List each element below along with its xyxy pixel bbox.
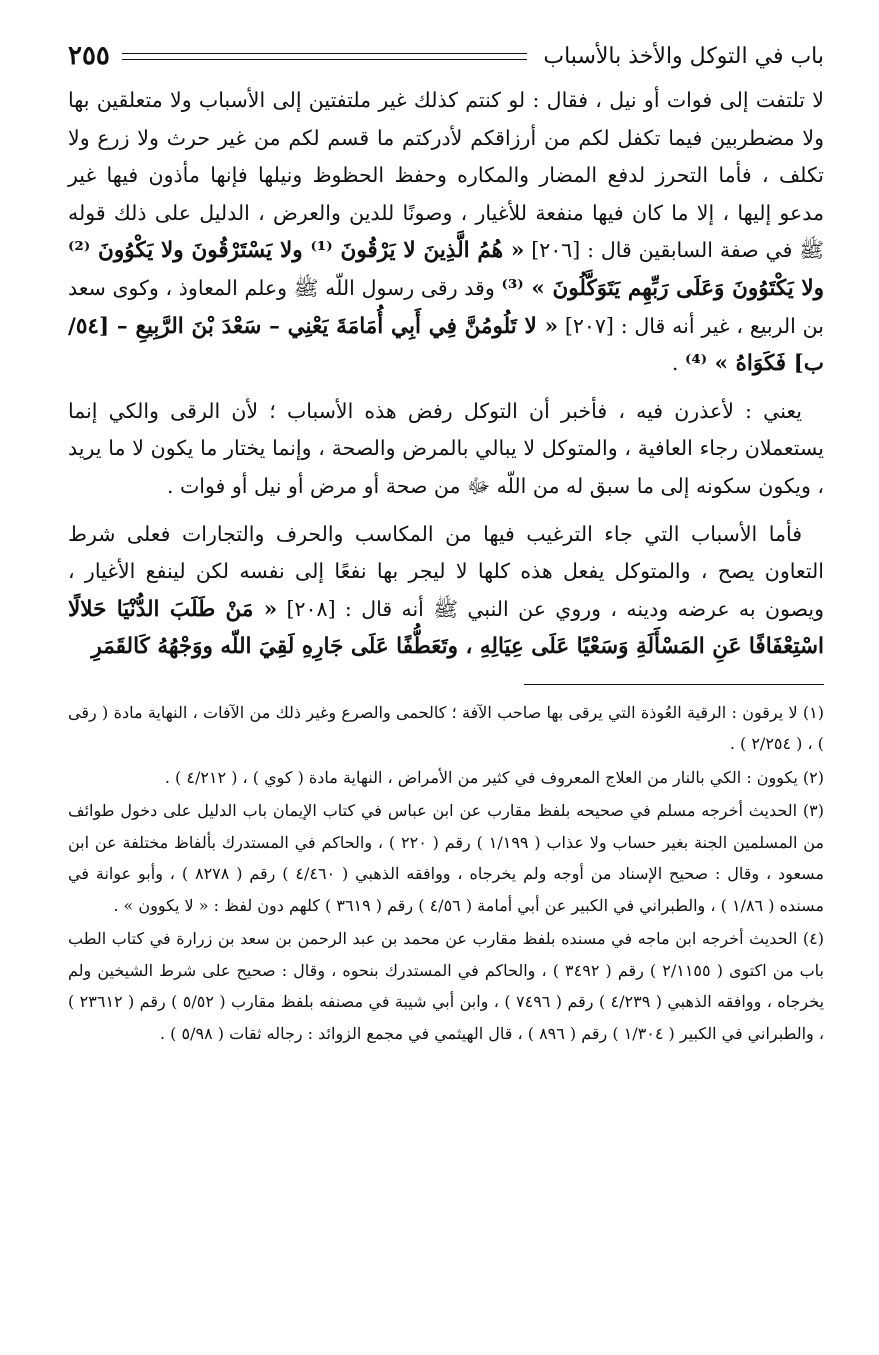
footnote-4: (٤) الحديث أخرجه ابن ماجه في مسنده بلفظ مقارب عن محمد بن عبد الرحمن بن سعد بن زرارة في كتاب الطب باب من اكتوى ( ٢/١١٥٥ ) رقم ( ٣٤٩٢ ) ، والحاكم في المستدرك بنحوه ، وقال : صحيح على شرط الشيخين ولم يخرجاه ، ووافقه الذهبي ( ٤/٢٣٩ ) رقم ( ٧٤٩٦ ) ، وابن أبي شيبة في مصنفه بلفظ مقارب ( ٥/٥٢ ) رقم ( ٢٣٦١٢ ) ، والطبراني في الكبير ( ١/٣٠٤ ) رقم ( ٨٩٦ ) ، قال الهيثمي في مجمع الزوائد : رجاله ثقات ( ٥/٩٨ ) .	[68, 929, 825, 1043]
paragraph-1-text-c: .	[671, 351, 685, 376]
footnotes	[68, 697, 824, 1050]
book-page	[68, 36, 824, 1051]
paragraph-2: يعني : لأعذرن فيه ، فأخبر أن التوكل رفض هذه الأسباب ؛ لأن الرقى والكي إنما يستعملان رجاء العافية ، والمتوكل لا يبالي بالمرض والصحة ، وإنما يختار ما يكون لا ما يريد ، ويكون سكونه إلى ما سبق له من اللّه ﷻ من صحة أو مرض أو نيل أو فوات .	[68, 398, 824, 498]
hadith-206: « هُمُ الَّذِينَ لا يَرْقُونَ ⁽¹⁾ ولا يَسْتَرْقُونَ ولا يَكْوُونَ ⁽²⁾ ولا يَكْتَوُونَ وَعَلَى رَبِّهِم يَتَوَكَّلُونَ » ⁽³⁾	[68, 238, 825, 301]
main-text	[68, 82, 824, 666]
footnote-2: (٢) يكوون : الكي بالنار من العلاج المعروف في كثير من الأمراض ، النهاية مادة ( كوي ) ، ( ٤/٢١٢ ) .	[164, 767, 824, 787]
paragraph-1-text-b: وقد رقى رسول اللّه ﷺ وعلم المعاوذ ، وكوى سعد بن الربيع ، غير أنه قال : [٢٠٧]	[68, 275, 824, 338]
hadith-207: « لا تَلُومُنَّ فِي أَبِي أُمَامَةَ يَعْنِي – سَعْدَ بْنَ الرَّبِيعِ – [٥٤/ب] فَكَوَاهُ » ⁽⁴⁾	[68, 313, 824, 377]
page-number: ٢٥٥	[68, 41, 110, 71]
footnote-3: (٣) الحديث أخرجه مسلم في صحيحه بلفظ مقارب عن ابن عباس في كتاب الإيمان باب الدليل على دخول طوائف من المسلمين الجنة بغير حساب ولا عذاب ( ١/١٩٩ ) رقم ( ٢٢٠ ) ، والحاكم في المستدرك بألفاظ مختلفة عن ابن مسعود ، وقال : صحيح الإسناد من أوجه ولم يخرجاه ، ووافقه الذهبي ( ٤/٤٦٠ ) رقم ( ٨٢٧٨ ) ، وأبو عوانة في مسنده ( ١/٨٦ ) ، والطبراني في الكبير عن أبي أمامة ( ٤/٥٦ ) رقم ( ٣٦١٩ ) كلهم دون لفظ : « لا يكوون » .	[68, 801, 825, 915]
running-header	[68, 36, 824, 76]
hadith-208: « مَنْ طَلَبَ الدُّنْيَا حَلالًا اسْتِعْفَافًا عَنِ المَسْأَلَةِ وَسَعْيًا عَلَى عِيَالِهِ ، وتَعَطُّفًا عَلَى جَارِهِ لَقِيَ اللّه ووَجْهُهُ كَالقَمَرِ	[68, 596, 824, 660]
chapter-title: باب في التوكل والأخذ بالأسباب	[543, 43, 824, 69]
footnote-1: (١) لا يرقون : الرقية العُوذة التي يرقى بها صاحب الآفة ؛ كالحمى والصرع وغير ذلك من الآفات ، النهاية مادة ( رقى ) ، ( ٢/٢٥٤ ) .	[68, 702, 824, 754]
paragraph-1-text-a: لا تلتفت إلى فوات أو نيل ، فقال : لو كنتم كذلك غير ملتفتين إلى الأسباب ولا متعلقين بها ولا مضطربين فيما تكفل لكم من أرزاقكم لأدركتم ما قسم لكم من غير حرث ولا زرع ولا تكلف ، فأما التحرز لدفع المضار والمكاره وحفظ الحظوظ ونيلها فإنها مأذون فيها غير مدعو إليها ، إلا ما كان فيها منفعة للأغيار ، وصونًا للدين والعرض ، الدليل على ذلك قوله ﷺ في صفة السابقين قال : [٢٠٦]	[68, 88, 824, 263]
paragraph-3-text-a: فأما الأسباب التي جاء الترغيب فيها من المكاسب والحرف والتجارات فعلى شرط التعاون يصح ، والمتوكل يفعل هذه كلها لا ليجر بها نفعًا إلى نفسه لكن لينفع الأغيار ، ويصون به عرضه ودينه ، وروي عن النبي ﷺ أنه قال : [٢٠٨]	[68, 521, 824, 621]
paragraph-1	[68, 82, 824, 383]
footnote-separator	[524, 684, 824, 685]
header-double-rule	[122, 53, 527, 60]
paragraph-3	[68, 516, 824, 666]
